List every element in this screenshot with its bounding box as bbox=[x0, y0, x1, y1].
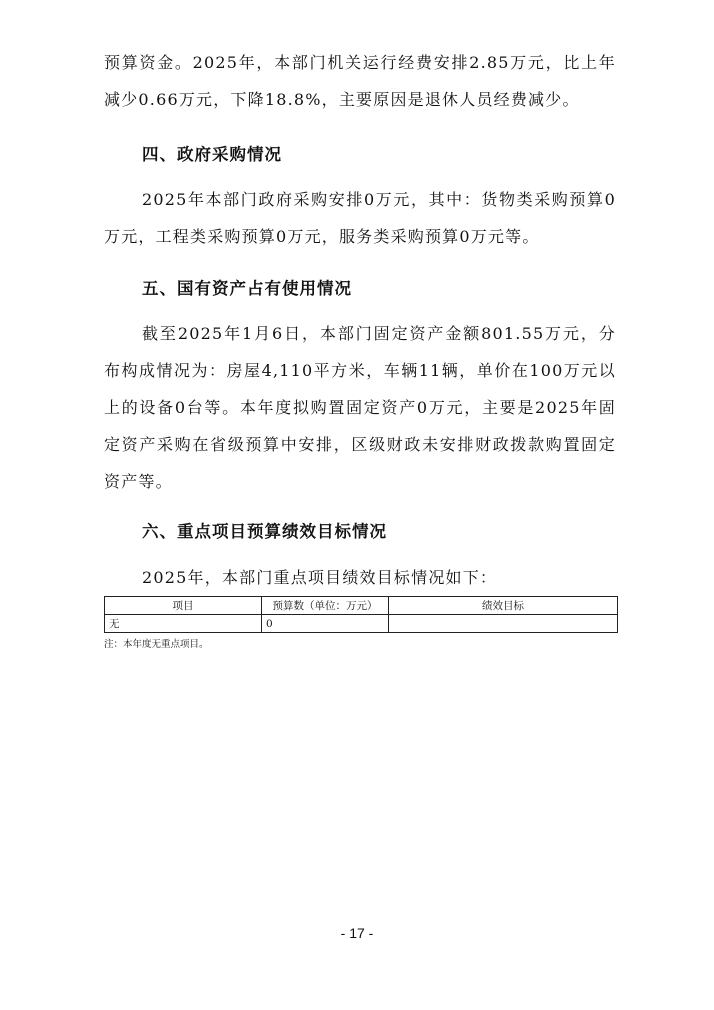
heading-government-procurement: 四、政府采购情况 bbox=[142, 145, 282, 164]
heading-performance-goals: 六、重点项目预算绩效目标情况 bbox=[142, 522, 387, 541]
heading-state-assets: 五、国有资产占有使用情况 bbox=[142, 279, 352, 298]
cell-project: 无 bbox=[105, 615, 262, 633]
paragraph-performance-intro: 2025年，本部门重点项目绩效目标情况如下： bbox=[142, 568, 498, 587]
paragraph-assets: 截至2025年1月6日，本部门固定资产金额801.55万元，分布构成情况为：房屋4,110平方米，车辆11辆，单价在100万元以上的设备0台等。本年度拟购置固定资产0万元，主要是2025年固定资产采购在省级预算中安排，区级财政未安排财政拨款购置固定资产等。 bbox=[104, 324, 616, 491]
cell-goal bbox=[389, 615, 618, 633]
page-number: - 17 - bbox=[340, 925, 374, 941]
header-project: 项目 bbox=[105, 597, 262, 615]
table-note: 注：本年度无重点项目。 bbox=[104, 639, 209, 650]
header-budget: 预算数（单位：万元） bbox=[262, 597, 389, 615]
paragraph-operating-funds: 预算资金。2025年，本部门机关运行经费安排2.85万元，比上年减少0.66万元，下降18.8%，主要原因是退休人员经费减少。 bbox=[104, 53, 616, 109]
table-header-row bbox=[105, 597, 618, 615]
cell-budget: 0 bbox=[262, 615, 389, 633]
table-row bbox=[105, 615, 618, 633]
paragraph-procurement: 2025年本部门政府采购安排0万元，其中：货物类采购预算0万元，工程类采购预算0万元，服务类采购预算0万元等。 bbox=[104, 190, 616, 246]
header-goal: 绩效目标 bbox=[389, 597, 618, 615]
performance-goals-table bbox=[104, 596, 618, 633]
